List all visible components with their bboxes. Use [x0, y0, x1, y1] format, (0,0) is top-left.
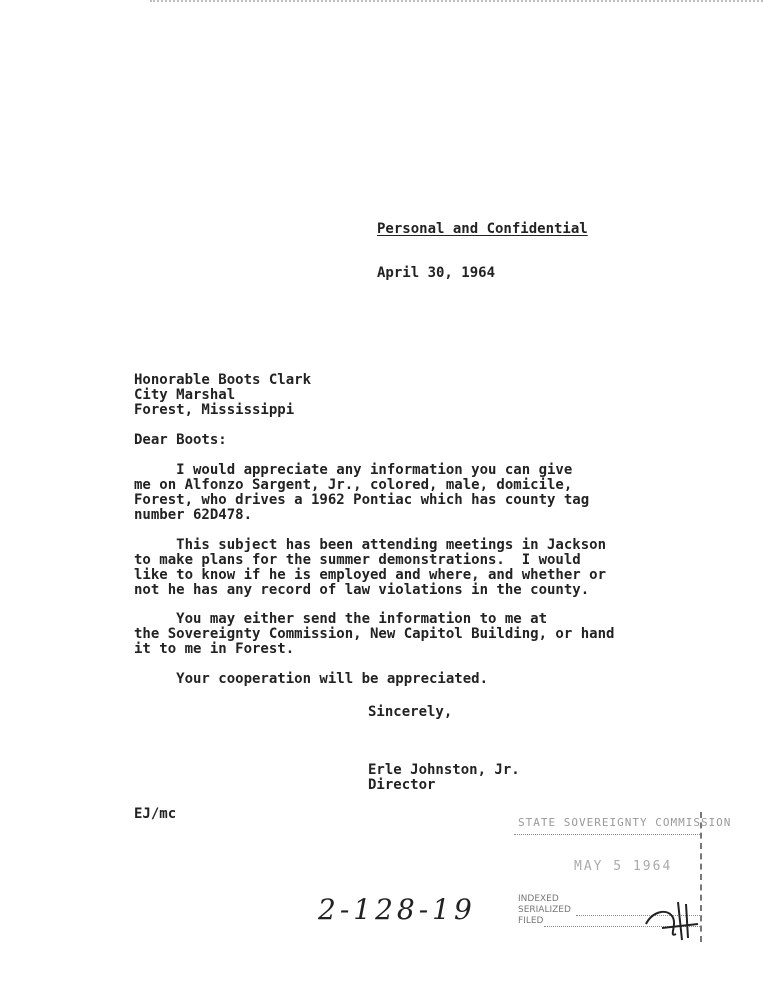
stamp-date: MAY 5 1964 [574, 859, 673, 874]
paragraph-line: me on Alfonzo Sargent, Jr., colored, male, domicile, [134, 477, 573, 493]
paragraph-line: This subject has been attending meetings in Jackson [134, 537, 607, 553]
initials: EJ/mc [134, 806, 177, 822]
handwritten-file-number: 2-128-19 [318, 893, 476, 926]
stamp-serialized: SERIALIZED [518, 905, 571, 915]
salutation: Dear Boots: [134, 432, 227, 448]
initials-scribble-icon [642, 894, 702, 942]
paragraph-line: You may either send the information to me at [134, 611, 548, 627]
stamp-rule [514, 834, 702, 835]
closing: Sincerely, [368, 704, 453, 720]
signer-name: Erle Johnston, Jr. [368, 762, 520, 778]
page-top-border [150, 0, 763, 4]
recipient-line: Honorable Boots Clark [134, 372, 312, 388]
recipient-line: City Marshal [134, 387, 236, 403]
paragraph-4: Your cooperation will be appreciated. [134, 671, 489, 687]
confidential-heading: Personal and Confidential [377, 221, 588, 237]
commission-stamp [514, 812, 732, 942]
paragraph-line: it to me in Forest. [134, 641, 295, 657]
paragraph-line: number 62D478. [134, 507, 253, 523]
stamp-indexed: INDEXED [518, 894, 559, 904]
paragraph-line: to make plans for the summer demonstrations. I would [134, 552, 581, 568]
stamp-title: STATE SOVEREIGNTY COMMISSION [518, 816, 732, 829]
recipient-line: Forest, Mississippi [134, 402, 295, 418]
letter-date: April 30, 1964 [377, 265, 496, 281]
stamp-filed: FILED [518, 916, 544, 926]
paragraph-line: not he has any record of law violations in the county. [134, 582, 590, 598]
paragraph-line: like to know if he is employed and where, and whether or [134, 567, 607, 583]
paragraph-line: the Sovereignty Commission, New Capitol Building, or hand [134, 626, 615, 642]
paragraph-line: Forest, who drives a 1962 Pontiac which has county tag [134, 492, 590, 508]
signer-title: Director [368, 777, 436, 793]
paragraph-line: I would appreciate any information you can give [134, 462, 573, 478]
